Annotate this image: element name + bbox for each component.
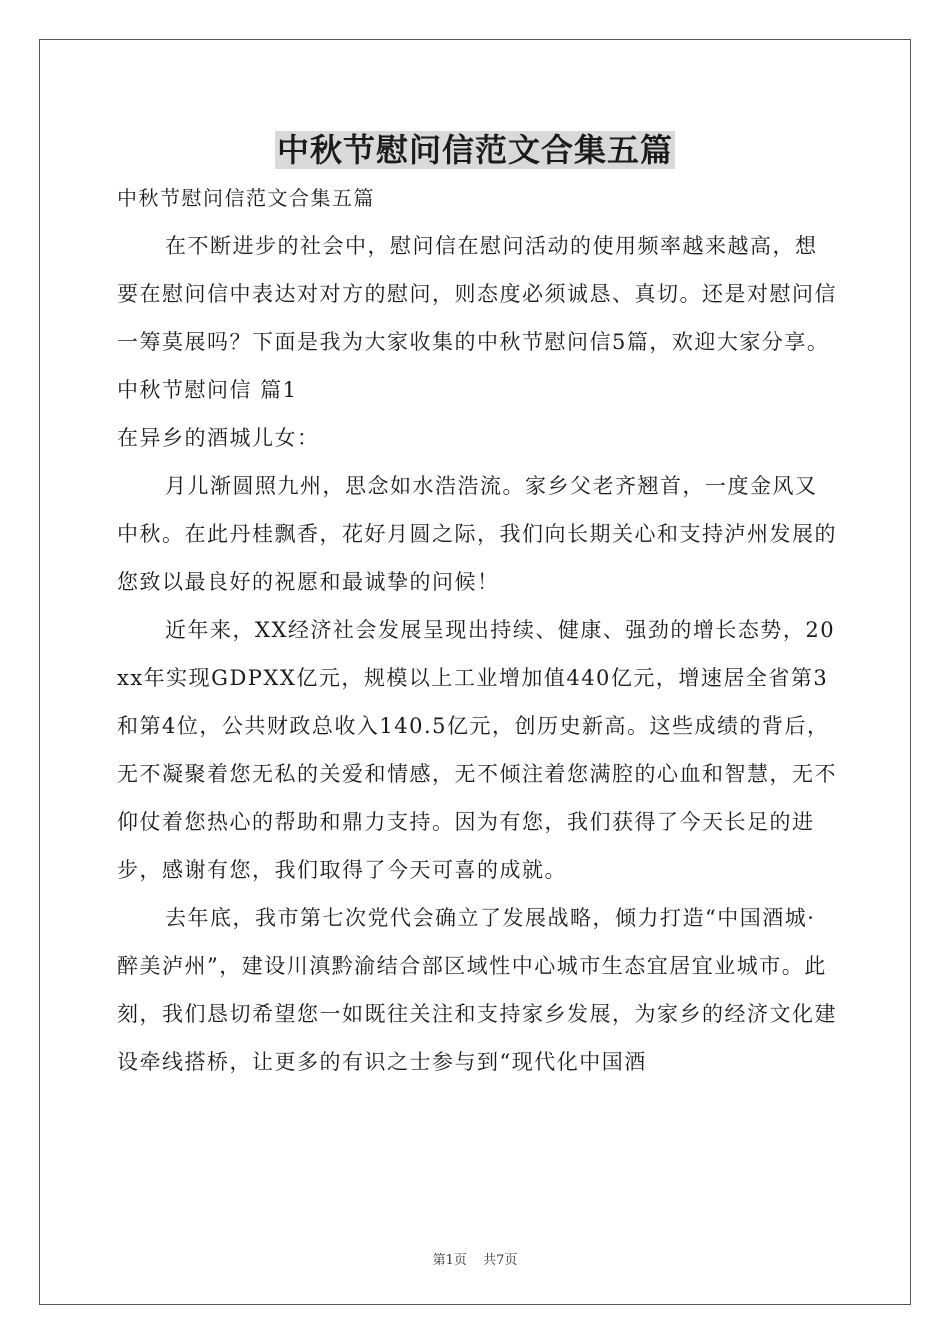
document-title	[0, 128, 950, 172]
body-paragraph: 月儿渐圆照九州，思念如水浩浩流。家乡父老齐翘首，一度金风又中秋。在此丹桂飘香，花好月圆之际，我们向长期关心和支持泸州发展的您致以最良好的祝愿和最诚挚的问候！	[117, 474, 837, 594]
salutation: 在异乡的酒城儿女：	[117, 426, 320, 450]
body-paragraph: 近年来，XX经济社会发展呈现出持续、健康、强劲的增长态势，20xx年实现GDPXX亿元，规模以上工业增加值440亿元，增速居全省第3和第4位，公共财政总收入140.5亿元，创历史新高。这些成绩的背后，无不凝聚着您无私的关爱和情感，无不倾注着您满腔的心血和智慧，无不仰仗着您热心的帮助和鼎力支持。因为有您，我们获得了今天长足的进步，感谢有您，我们取得了今天可喜的成就。	[117, 618, 837, 882]
section-heading: 中秋节慰问信 篇1	[117, 378, 298, 402]
page-footer	[0, 1249, 950, 1268]
document-body	[117, 174, 837, 1086]
page-total: 共7页	[483, 1253, 518, 1268]
document-subtitle: 中秋节慰问信范文合集五篇	[117, 186, 375, 210]
page-number: 第1页	[432, 1253, 467, 1268]
intro-paragraph: 在不断进步的社会中，慰问信在慰问活动的使用频率越来越高，想要在慰问信中表达对对方的慰问，则态度必须诚恳、真切。还是对慰问信一筹莫展吗？下面是我为大家收集的中秋节慰问信5篇，欢迎大家分享。	[117, 234, 837, 354]
body-paragraph: 去年底，我市第七次党代会确立了发展战略，倾力打造“中国酒城·醉美泸州”，建设川滇黔渝结合部区域性中心城市生态宜居宜业城市。此刻，我们恳切希望您一如既往关注和支持家乡发展，为家乡的经济文化建设牵线搭桥，让更多的有识之士参与到“现代化中国酒	[117, 906, 837, 1074]
document-title-text: 中秋节慰问信范文合集五篇	[276, 131, 673, 169]
